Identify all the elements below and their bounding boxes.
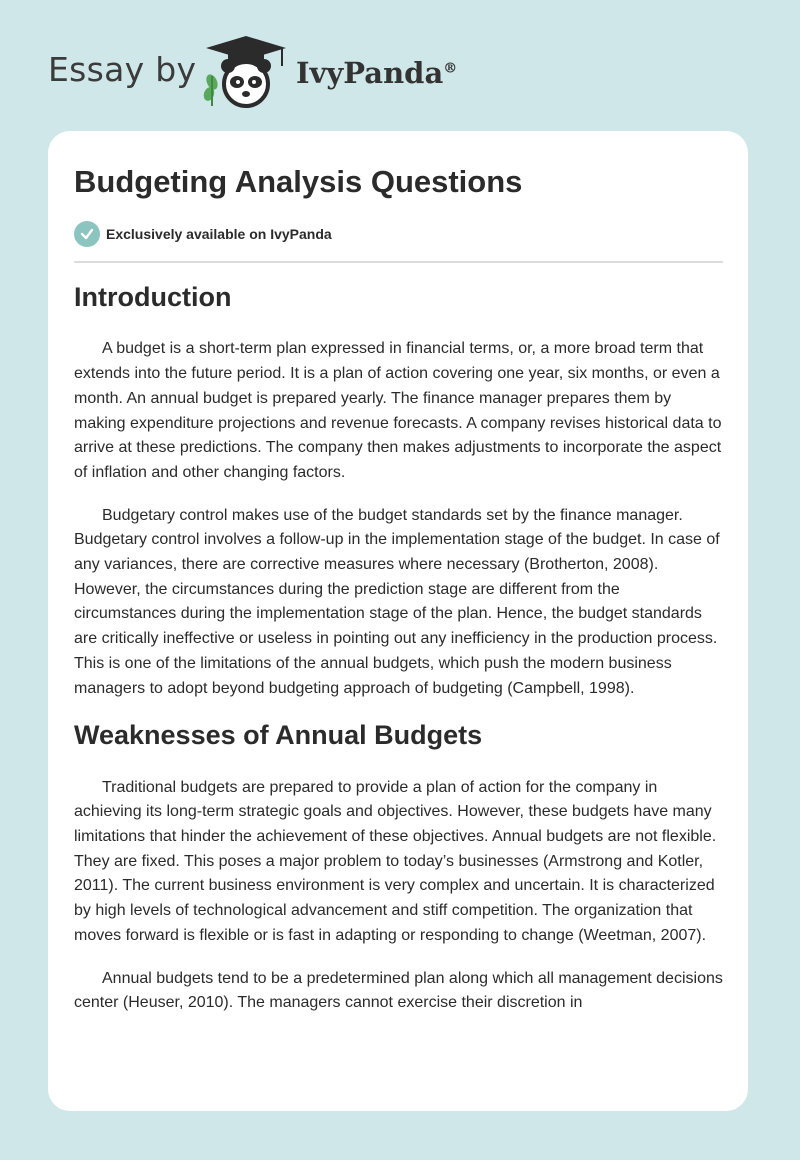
panda-logo-icon[interactable] <box>200 32 292 112</box>
leaf-icon <box>202 73 220 106</box>
section-weaknesses <box>74 719 723 1016</box>
site-header <box>0 0 800 130</box>
brand-name[interactable] <box>296 56 457 90</box>
exclusive-badge <box>74 221 332 247</box>
page-title: Budgeting Analysis Questions <box>74 164 523 199</box>
section-introduction <box>74 281 723 701</box>
paragraph: Traditional budgets are prepared to provide a plan of action for the company in achieving its long-term strategic goals and objectives. However, these budgets have many limitations that hinder the achievement of these objectives. Annual budgets are not flexible. They are fixed. This poses a major problem to today’s businesses (Armstrong and Kotler, 2011). The current business environment is very complex and uncertain. It is characterized by high levels of technological advancement and stiff competition. The organization that moves forward is flexible or is fast in adapting or responding to change (Weetman, 2007). <box>74 778 717 944</box>
paragraph: Annual budgets tend to be a predetermined plan along which all management decisions center (Heuser, 2010). The managers cannot exercise their discretion in <box>74 969 723 1012</box>
paragraph: A budget is a short-term plan expressed in financial terms, or, a more broad term that extends into the future period. It is a plan of action covering one year, six months, or even a month. An annual budget is prepared yearly. The finance manager prepares them by making expenditure projections and revenue forecasts. A company revises historical data to arrive at these predictions. The company then makes adjustments to incorporate the aspect of inflation and other changing factors. <box>74 340 722 481</box>
article-body <box>74 281 723 1034</box>
section-heading: Weaknesses of Annual Budgets <box>74 720 483 751</box>
title-divider <box>74 261 723 263</box>
registered-mark: ® <box>443 60 458 77</box>
badge-label: Exclusively available on IvyPanda <box>106 226 332 242</box>
paragraph: Budgetary control makes use of the budget standards set by the finance manager. Budgetary control involves a follow-up in the implementation stage of the budget. In case of any variances, there are corrective measures where necessary (Brotherton, 2008). However, the circumstances during the prediction stage are different from the circumstances during the implementation stage of the plan. Hence, the budget standards are critically ineffective or useless in pointing out any inefficiency in the production process. This is one of the limitations of the annual budgets, which push the modern business managers to adopt beyond budgeting approach of budgeting (Campbell, 1998). <box>74 506 720 697</box>
check-icon <box>74 221 100 247</box>
essay-card <box>48 131 748 1111</box>
section-heading: Introduction <box>74 282 232 312</box>
brand-text: IvyPanda <box>296 56 444 90</box>
essay-by-label: Essay by <box>48 50 197 89</box>
